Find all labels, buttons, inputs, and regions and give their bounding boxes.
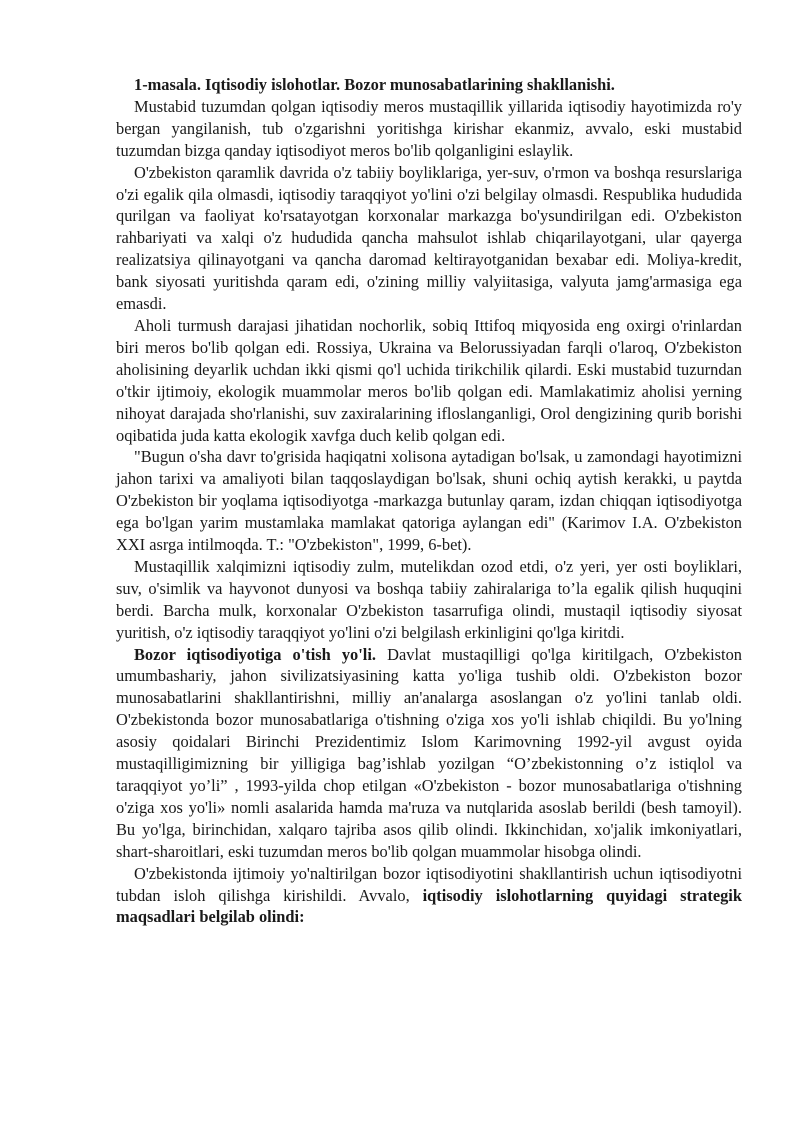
paragraph-6	[116, 644, 742, 863]
paragraph-7-text: O'zbekistonda ijtimoiy yo'naltirilgan bozor iqtisodiyotini shakllantirish uchun iqtisodiyotni tubdan isloh qilishga kirishildi. Avvalo,	[116, 863, 742, 905]
paragraph-7-bold: iqtisodiy islohotlarning quyidagi strategik maqsadlari belgilab olindi:	[116, 885, 742, 927]
paragraph-3: Aholi turmush darajasi jihatidan nochorlik, sobiq Ittifoq miqyosida eng oxirgi o'rinlardan biri meros bo'lib qolgan edi. Rossiya, Ukraina va Belorussiyadan farqli o'laroq, O'zbekiston aholisining deyarlik uchdan ikki qismi qo'l uchida tirikchilik qilardi. Eski mustabid tuzurndan o'tkir ijtimoiy, ekologik muammolar meros bo'lib qolgan edi. Mamlakatimiz aholisi yerning nihoyat darajada sho'rlanishi, suv zaxiralarining ifloslanganligi, Orol dengizining qurib borishi oqibatida juda katta ekologik xavfga duch kelib qolgan edi.	[116, 315, 742, 445]
paragraph-5: Mustaqillik xalqimizni iqtisodiy zulm, mutelikdan ozod etdi, o'z yeri, yer osti boyliklari, suv, o'simlik va hayvonot dunyosi va boshqa tabiiy zahiralariga to’la egalik qilish huquqini berdi. Barcha mulk, korxonalar O'zbekiston tasarrufiga olindi, mustaqil iqtisodiy siyosat yuritish, o'z iqtisodiy taraqqiyot yo'lini o'zi belgilash erkinligini qo'lga kiritdi.	[116, 556, 742, 642]
paragraph-1: Mustabid tuzumdan qolgan iqtisodiy meros mustaqillik yillarida iqtisodiy hayotimizda ro'y bergan yangilanish, tub o'zgarishni yoritishga kirishar ekanmiz, avvalo, eski mustabid tuzumdan bizga qanday iqtisodiyot meros bo'lib qolganligini eslaylik.	[116, 96, 742, 160]
paragraph-2: O'zbekiston qaramlik davrida o'z tabiiy boyliklariga, yer-suv, o'rmon va boshqa resurslariga o'zi egalik qila olmasdi, iqtisodiy taraqqiyot yo'lini o'zi belgilay olmasdi. Respublika hududida qurilgan va faoliyat ko'rsatayotgan korxonalar markazga bo'ysundirilgan edi. O'zbekiston rahbariyati va xalqi o'z hududida qancha mahsulot ishlab chiqarilayotgani, ular qayerga realizatsiya qilinayotgani va qancha daromad keltirayotganidan bexabar edi. Moliya-kredit, bank siyosati yuritishda qaram edi, o'zining milliy valyiitasiga, valyuta jamg'armasiga ega emasdi.	[116, 162, 742, 314]
section-heading: 1-masala. Iqtisodiy islohotlar. Bozor munosabatlarining shakllanishi.	[134, 75, 615, 94]
document-page	[116, 74, 742, 928]
paragraph-4: "Bugun o'sha davr to'grisida haqiqatni xolisona aytadigan bo'lsak, u zamondagi hayotimizni jahon tarixi va amaliyoti bilan taqqoslaydigan bo'lsak, shuni ochiq aytish kerakki, u paytda O'zbekiston bir yoqlama iqtisodiyotga -markazga butunlay qaram, izdan chiqqan iqtisodiyotga ega bo'lgan yarim mustamlaka mamlakat qatoriga aylangan edi" (Karimov I.A. O'zbekiston XXI asrga intilmoqda. T.: "O'zbekiston", 1999, 6-bet).	[116, 447, 742, 555]
paragraph-6-text: Davlat mustaqilligi qo'lga kiritilgach, O'zbekiston umumbashariy, jahon sivilizatsiyasining katta yo'liga tushib oldi. O'zbekiston bozor munosabatlarini shakllantirishni, milliy an'analarga asoslangan o'z yo'lini tanlab oldi. O'zbekistonda bozor munosabatlariga o'tishning o'ziga xos yo'li ishlab chiqildi. Bu yo'lning asosiy qoidalari Birinchi Prezidentimiz Islom Karimovning 1992-yil avgust oyida mustaqilligimizning bir yilligiga bag’ishlab yozilgan “O’zbekistonning o’z istiqlol va taraqqiyot yo’li” , 1993-yilda chop etilgan «O'zbekiston - bozor munosabatlariga o'tishning o'ziga xos yo'li» nomli asalarida hamda ma'ruza va nutqlarida asoslab berildi (besh tamoyil). Bu yo'lga, birinchidan, xalqaro tajriba asos qilib olindi. Ikkinchidan, xo'jalik imkoniyatlari, shart-sharoitlari, eski tuzumdan meros bo'lib qolgan muammolar hisobga olindi.	[116, 644, 742, 861]
subheading-bozor: Bozor iqtisodiyotiga o'tish yo'li.	[134, 644, 377, 664]
paragraph-7	[116, 863, 742, 929]
